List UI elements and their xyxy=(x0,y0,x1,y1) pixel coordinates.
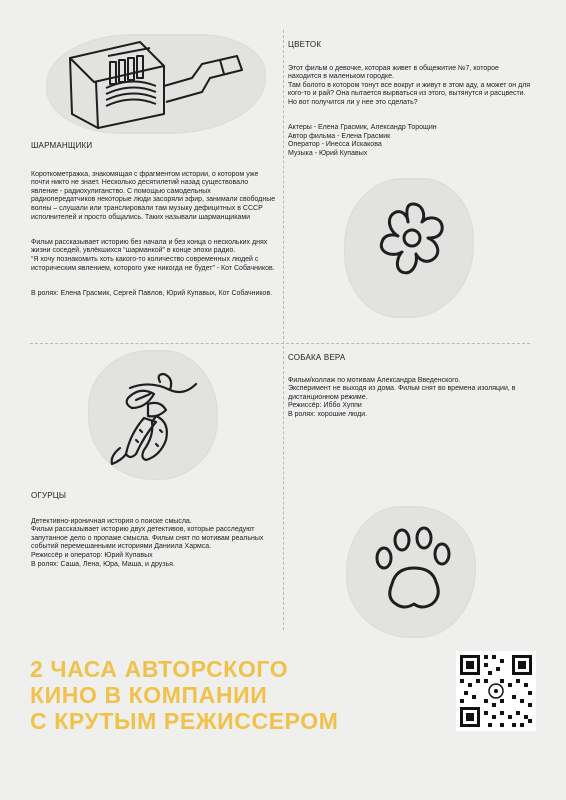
section-text xyxy=(31,509,277,586)
headline-line: КИНО В КОМПАНИИ xyxy=(30,682,268,708)
section-title: ШАРМАНЩИКИ xyxy=(31,141,93,150)
headline-line: 2 ЧАСА АВТОРСКОГО xyxy=(30,656,289,682)
headline-line: С КРУТЫМ РЕЖИССЕРОМ xyxy=(30,708,339,734)
paragraph: Этот фильм о девочке, которая живет в общежитие №7, которое находится в маленьком городке. Там болото в котором тонут все вокруг и живут в этом аду, а может он для кого-то и рай? Она пытается вырваться из этого, вытянутся и расцвести. Но вот получится ли у нее это сделать? xyxy=(288,64,531,106)
radio-box-illustration xyxy=(52,36,267,132)
qr-code[interactable] xyxy=(456,651,536,731)
paragraph: Фильм рассказывает историю без начала и без конца о нескольких днях жизни соседей, увлёкшихся “шарманкой” в конце эпохи радио. “Я хочу познакомить хоть какого-то количество современных людей с историческим явлением, которого уже никогда не будет” - Кот Собачников. xyxy=(31,238,275,272)
headline xyxy=(30,656,390,734)
section-text xyxy=(31,162,277,315)
paw-illustration xyxy=(370,524,460,620)
section-text xyxy=(288,56,533,175)
section-title: СОБАКА ВЕРА xyxy=(288,353,346,362)
cucumbers-illustration xyxy=(100,360,210,470)
paragraph: Короткометражка, знакомящая с фрагментом истории, о котором уже почти никто не знает. Несколько десятилетий назад существовало явление - радиохулиганство. С помощью самодельных радиопередатчиков некоторые люди засоряли эфир, занимали свободные волны – слушали или транслировали там музыку дефицитных в СССР исполнителей и просто общались. Таких называли шарманщиками xyxy=(31,170,276,221)
vertical-divider xyxy=(283,30,284,630)
paragraph: В ролях: Елена Грасмик, Сергей Павлов, Юрий Купавых, Кот Собачников. xyxy=(31,289,273,297)
section-text xyxy=(288,368,533,436)
paragraph: Фильм/коллаж по мотивам Александра Введенского. Эксперимент не выходя из дома. Фильм снят во времена изоляции, в дистанционном режиме. Режиссёр: Иббо Хуппи В ролях: хорошие люди. xyxy=(288,376,516,418)
horizontal-divider xyxy=(30,343,530,344)
flower-illustration xyxy=(368,196,458,286)
paragraph: Актеры - Елена Грасмик, Александр Торощин Автор фильма - Елена Грасмик Оператор - Инесса Искакова Музыка - Юрий Купавых xyxy=(288,124,437,157)
section-title: ОГУРЦЫ xyxy=(31,491,67,500)
section-title: ЦВЕТОК xyxy=(288,40,322,49)
paragraph: Детективно-ироничная история о поиске смысла. Фильм рассказывает историю двух детективов, которые расследуют запутанное дело о пропаже смысла. Фильм снят по мотивам реальных событий перемешанными историями Даниила Хармса. Режиссёр и оператор: Юрий Купавых В ролях: Саша, Лена, Юра, Маша, и друзья. xyxy=(31,517,264,568)
